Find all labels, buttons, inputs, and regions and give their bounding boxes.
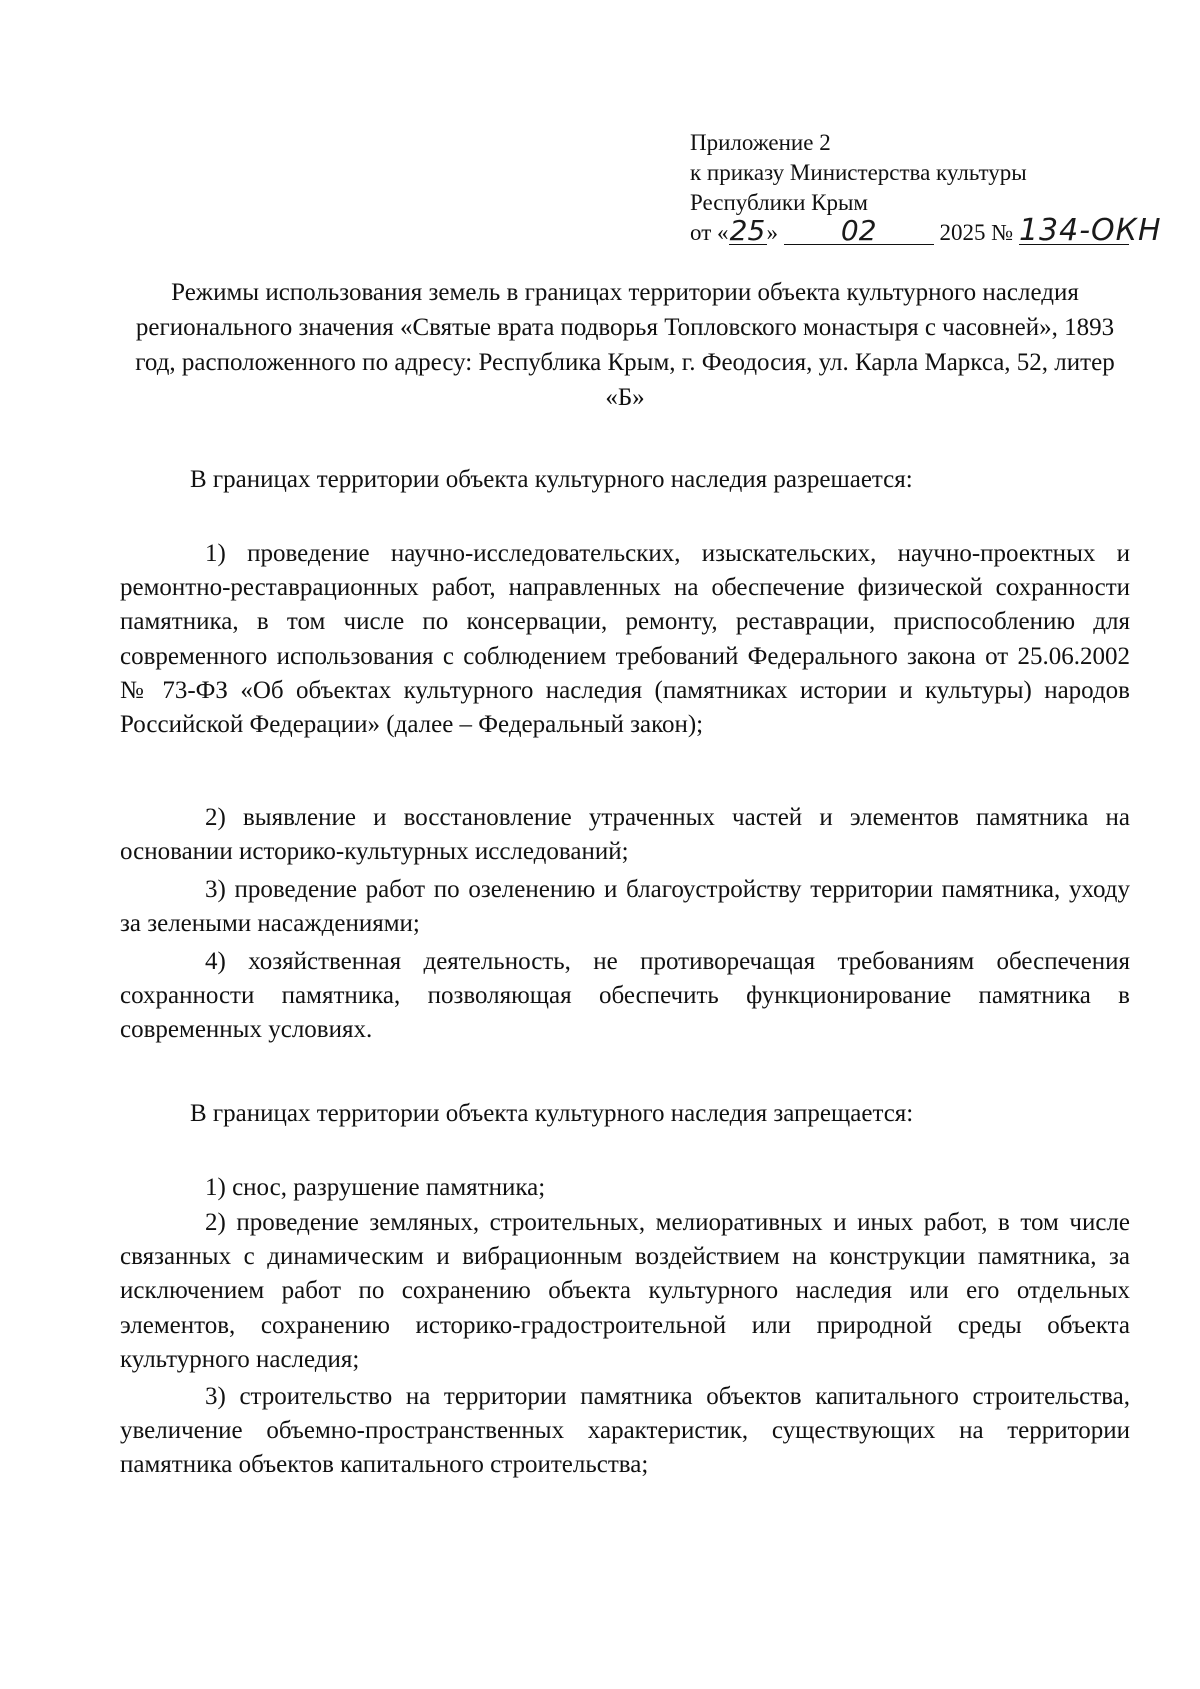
prohibited-heading: В границах территории объекта культурного наследия запрещается: [190,1100,914,1127]
order-date-line [690,213,1162,248]
appendix-order-ref: к приказу Министерства культуры [690,160,1027,185]
document-title: Режимы использования земель в границах территории объекта культурного наследия регионального значения «Святые врата подворья Топловского монастыря с часовней», 1893 год, расположенного по адресу: Республика Крым, г. Феодосия, ул. Карла Маркса, 52, литер «Б» [135,279,1115,411]
allowed-item-4: 4) хозяйственная деятельность, не противоречащая требованиям обеспечения сохранности памятника, позволяющая обеспечить функционирование памятника в современных условиях. [120,948,1130,1044]
date-mid: » [766,220,778,245]
appendix-header [690,128,1162,248]
allowed-item-2: 2) выявление и восстановление утраченных частей и элементов памятника на основании историко-культурных исследований; [120,804,1130,866]
prohibited-item-1: 1) снос, разрушение памятника; [205,1174,546,1201]
order-number: 134-ОКН [1018,213,1162,248]
date-prefix: от « [690,220,729,245]
date-year: 2025 № [939,220,1014,245]
prohibited-item-3: 3) строительство на территории памятника объектов капитального строительства, увеличение объемно-пространственных характеристик, существующих на территории памятника объектов капитального строительства; [120,1383,1130,1479]
prohibited-item-2: 2) проведение земляных, строительных, мелиоративных и иных работ, в том числе связанных с динамическим и вибрационным воздействием на конструкции памятника, за исключением работ по сохранению объекта культурного наследия или его отдельных элементов, сохранению историко-градостроительной или природной среды объекта культурного наследия; [120,1209,1130,1373]
allowed-heading: В границах территории объекта культурного наследия разрешается: [190,466,913,493]
appendix-label: Приложение 2 [690,130,831,155]
allowed-item-3: 3) проведение работ по озеленению и благоустройству территории памятника, уходу за зелеными насаждениями; [120,876,1130,938]
date-month: 02 [784,218,934,245]
allowed-item-1: 1) проведение научно-исследовательских, изыскательских, научно-проектных и ремонтно-реставрационных работ, направленных на обеспечение физической сохранности памятника, в том числе по консервации, ремонту, реставрации, приспособлению для современного использования с соблюдением требований Федерального закона от 25.06.2002 № 73-ФЗ «Об объектах культурного наследия (памятниках истории и культуры) народов Российской Федерации» (далее – Федеральный закон); [120,540,1130,739]
date-day: 25 [729,214,766,247]
appendix-republic: Республики Крым [690,190,868,215]
